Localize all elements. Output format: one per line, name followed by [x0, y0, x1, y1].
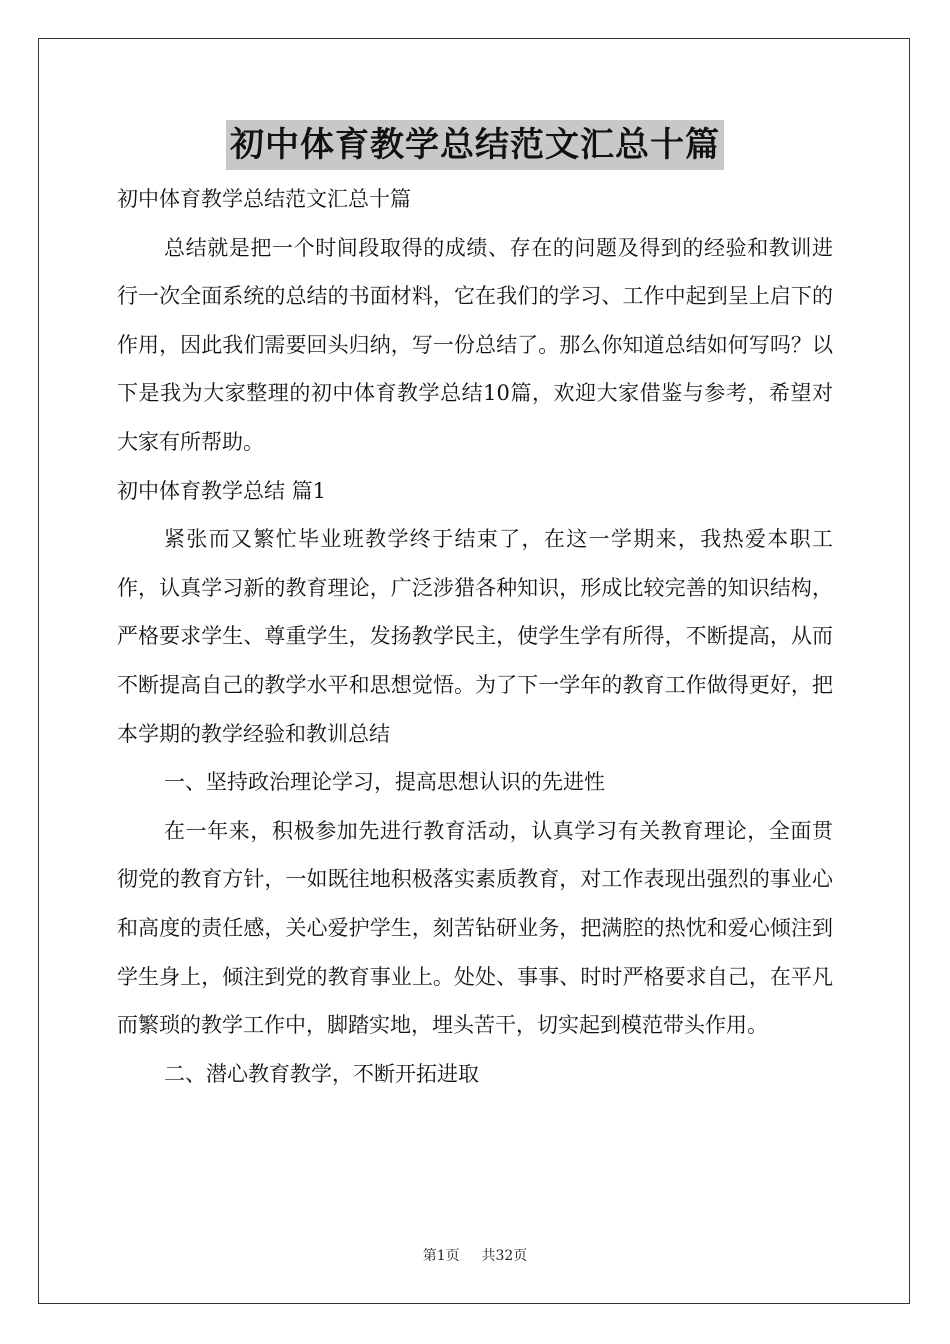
- body-paragraph: 在一年来，积极参加先进行教育活动，认真学习有关教育理论，全面贯彻党的教育方针，一如既往地积极落实素质教育，对工作表现出强烈的事业心和高度的责任感，关心爱护学生，刻苦钻研业务，把满腔的热忱和爱心倾注到学生身上，倾注到党的教育事业上。处处、事事、时时严格要求自己，在平凡而繁琐的教学工作中，脚踏实地，埋头苦干，切实起到模范带头作用。: [117, 818, 833, 1038]
- total-pages: 共32页: [481, 1248, 528, 1264]
- section-heading: 初中体育教学总结 篇1: [117, 478, 327, 503]
- body-paragraph: 紧张而又繁忙毕业班教学终于结束了，在这一学期来，我热爱本职工作，认真学习新的教育理论，广泛涉猎各种知识，形成比较完善的知识结构，严格要求学生、尊重学生，发扬教学民主，使学生学有所得，不断提高，从而不断提高自己的教学水平和思想觉悟。为了下一学年的教育工作做得更好，把本学期的教学经验和教训总结: [117, 527, 833, 746]
- page-footer: [0, 1246, 950, 1266]
- title-area: [0, 120, 950, 170]
- subtitle-paragraph: 初中体育教学总结范文汇总十篇: [117, 187, 411, 211]
- page-number: 第1页: [422, 1248, 460, 1264]
- subsection-heading: 二、潜心教育教学，不断开拓进取: [164, 1061, 479, 1086]
- document-title: 初中体育教学总结范文汇总十篇: [226, 120, 724, 170]
- document-body: [117, 175, 833, 1098]
- subsection-heading: 一、坚持政治理论学习，提高思想认识的先进性: [164, 770, 605, 795]
- intro-paragraph: 总结就是把一个时间段取得的成绩、存在的问题及得到的经验和教训进行一次全面系统的总结的书面材料，它在我们的学习、工作中起到呈上启下的作用，因此我们需要回头归纳，写一份总结了。那么你知道总结如何写吗？以下是我为大家整理的初中体育教学总结10篇，欢迎大家借鉴与参考，希望对大家有所帮助。: [117, 235, 833, 454]
